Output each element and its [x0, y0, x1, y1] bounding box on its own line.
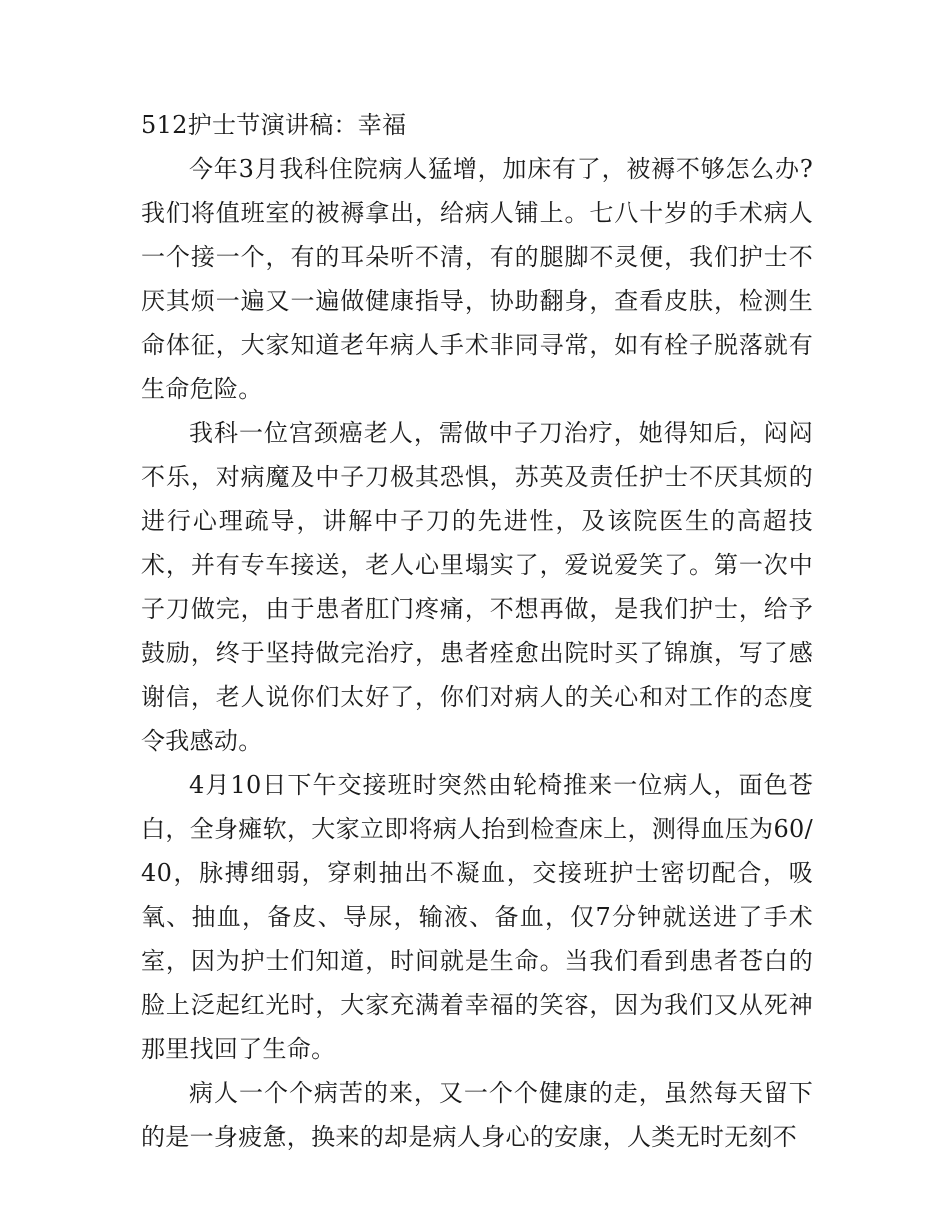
paragraph-2: 我科一位宫颈癌老人，需做中子刀治疗，她得知后，闷闷不乐，对病魔及中子刀极其恐惧，苏英及责任护士不厌其烦的进行心理疏导，讲解中子刀的先进性，及该院医生的高超技术，并有专车接送，老人心里塌实了，爱说爱笑了。第一次中子刀做完，由于患者肛门疼痛，不想再做，是我们护士，给予鼓励，终于坚持做完治疗，患者痊愈出院时买了锦旗，写了感谢信，老人说你们太好了，你们对病人的关心和对工作的态度令我感动。	[141, 419, 813, 755]
document-title: 512护士节演讲稿：幸福	[141, 111, 407, 139]
document-body	[141, 103, 813, 1159]
paragraph-4: 病人一个个病苦的来，又一个个健康的走，虽然每天留下的是一身疲惫，换来的却是病人身心的安康，人类无时无刻不	[141, 1079, 813, 1151]
paragraph-1: 今年3月我科住院病人猛增，加床有了，被褥不够怎么办?我们将值班室的被褥拿出，给病人铺上。七八十岁的手术病人一个接一个，有的耳朵听不清，有的腿脚不灵便，我们护士不厌其烦一遍又一遍做健康指导，协助翻身，查看皮肤，检测生命体征，大家知道老年病人手术非同寻常，如有栓子脱落就有生命危险。	[141, 155, 813, 403]
paragraph-3: 4月10日下午交接班时突然由轮椅推来一位病人，面色苍白，全身瘫软，大家立即将病人抬到检查床上，测得血压为60/40，脉搏细弱，穿刺抽出不凝血，交接班护士密切配合，吸氧、抽血，备皮、导尿，输液、备血，仅7分钟就送进了手术室，因为护士们知道，时间就是生命。当我们看到患者苍白的脸上泛起红光时，大家充满着幸福的笑容，因为我们又从死神那里找回了生命。	[141, 771, 813, 1063]
